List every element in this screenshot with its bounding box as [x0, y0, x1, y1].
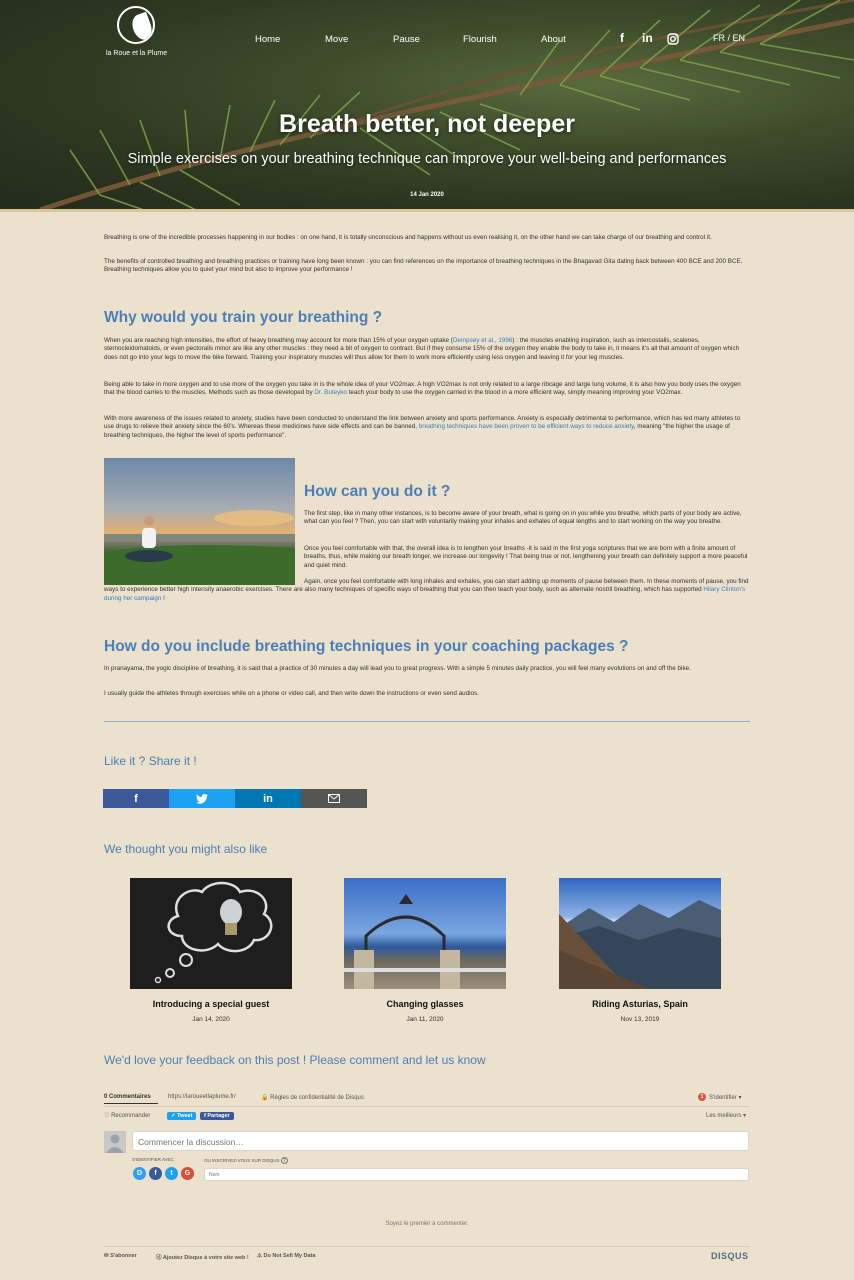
nav-move[interactable]: Move — [325, 34, 349, 45]
dempsey-link[interactable]: Dempsey et al., 1996 — [452, 337, 513, 344]
add-disqus-link[interactable]: ⓓ Ajoutez Disqus à votre site web ! — [156, 1255, 249, 1261]
tab-underline — [104, 1103, 158, 1104]
disqus-divider — [104, 1106, 750, 1107]
warning-icon: ⚠ — [257, 1253, 262, 1259]
share-facebook-button[interactable] — [103, 789, 169, 808]
how-paragraph-3: Again, once you feel comfortable with long inhales and exhales, you can start adding up moments of pause between them. In these moments of pause, you find ways to experience better high intensity anaerobic exercises. There are also many techniques of specific ways of breathing that you can then teach your body, such as alternate nostril breathing, which has supported Hilary Clinton's during her campaign ! — [104, 578, 749, 602]
seaside-arch-image — [344, 878, 506, 989]
login-with-label: S'IDENTIFIER AVEC — [132, 1157, 174, 1162]
logo-text: la Roue et la Plume — [106, 50, 168, 57]
disqus-privacy-link[interactable]: 🔒 Règles de confidentialité de Disqus — [261, 1095, 364, 1101]
section-title-how: How can you do it ? — [304, 483, 451, 500]
buteyko-link[interactable]: Dr. Buteyko — [314, 389, 347, 397]
notification-icon: 1 — [698, 1093, 706, 1101]
related-card[interactable] — [130, 878, 292, 1023]
related-date-1: Jan 14, 2020 — [192, 1016, 230, 1023]
footer-divider — [104, 1246, 750, 1247]
how-paragraph-2: Once you feel comfortable with that, the overall idea is to lengthen your breaths -it is said in the first yoga scriptures that we are born with a finite amount of breaths, thus, while making our breath longer, we increase our longevity ! That being true or not, lengthening your breath can definitely support a more peaceful and quiet mind. — [304, 545, 748, 569]
recommend-button[interactable]: ♡ Recommander — [104, 1113, 151, 1119]
instagram-icon[interactable] — [667, 33, 679, 48]
lightbulb-image — [130, 878, 292, 989]
facebook-icon[interactable]: f — [620, 31, 624, 45]
related-card[interactable] — [559, 878, 721, 1023]
hero-subtitle: Simple exercises on your breathing technique can improve your well-being and performances — [127, 151, 727, 167]
how-paragraph-1: The first step, like in many other instances, is to become aware of your breath, what is going on in you while you breathe, which parts of your body are active, what can you feel ? Then, you can start with voluntarily making your inhales and exhales of equal lengths and to start working on the way you breathe. — [304, 510, 742, 526]
meditation-photo — [104, 458, 295, 585]
logo-feather-icon — [117, 6, 155, 44]
anxiety-study-link[interactable]: breathing techniques have been proven to be efficient ways to reduce anxiety — [418, 423, 634, 431]
nav-about[interactable]: About — [541, 34, 566, 45]
post-date: 14 Jan 2020 — [410, 192, 444, 198]
why-paragraph-1: When you are reaching high intensities, the effort of heavy breathing may account for more than 15% of your oxygen uptake (Dempsey et al., 1996) : the muscles enabling inspiration, such as intercostalis, scalenes, sternocleidomatoids, or even pectoralis minor are like any other muscles : they need a bit of oxygen to contract. But if they consume 15% of the oxygen they enable the body to take in, it means it's all that amount of oxygen which does not go into your legs to move the bike forward. Training your inspiratory muscles will thus allow for them to work more efficiently using less oxygen and leaving it for your leg muscles. — [104, 337, 740, 361]
disqus-login[interactable]: S'identifier ▾ — [709, 1095, 742, 1101]
related-date-3: Nov 13, 2019 — [620, 1016, 660, 1023]
tweet-button[interactable]: ✓ Tweet — [167, 1112, 196, 1120]
linkedin-icon[interactable]: in — [642, 31, 653, 45]
share-email-button[interactable] — [301, 789, 367, 808]
disqus-site-link[interactable]: https://laroueetlaplume.fr/ — [168, 1094, 236, 1100]
facebook-share-button[interactable]: f Partager — [200, 1112, 234, 1120]
mail-icon — [328, 794, 340, 803]
why-paragraph-2: Being able to take in more oxygen and to use more of the oxygen you take in is the whole idea of your VO2max. A high VO2max is not only related to a large ribcage and large lung volume, it is also how you body uses the oxygen that the blood carries to the muscles. Methods such as those developed by Dr. Buteyko teach your body to use the oxygen carried in the blood in a more efficient way, simply meaning improving your VO2max. — [104, 381, 741, 397]
do-not-sell-link[interactable]: ⚠ Do Not Sell My Data — [257, 1253, 316, 1259]
facebook-icon: f — [204, 1113, 206, 1119]
related-title-1[interactable]: Introducing a special guest — [152, 999, 270, 1009]
disqus-logo[interactable]: DISQUS — [711, 1251, 749, 1261]
sort-dropdown[interactable]: Les meilleurs ▾ — [706, 1113, 747, 1119]
help-icon[interactable]: ? — [281, 1157, 288, 1164]
facebook-login-icon[interactable]: f — [149, 1167, 162, 1180]
disqus-login-icon[interactable]: D — [133, 1167, 146, 1180]
google-login-icon[interactable]: G — [181, 1167, 194, 1180]
nav-flourish[interactable]: Flourish — [463, 34, 497, 45]
coaching-paragraph-1: In pranayama, the yogic discipline of breathing, it is said that a practice of 30 minutes a day will lead you to great progress. With a simple 5 minutes daily practice, you will feel many evolutions on and off the bike. — [104, 665, 691, 672]
related-title-3[interactable]: Riding Asturias, Spain — [592, 999, 688, 1009]
site-logo[interactable] — [106, 6, 166, 57]
why-paragraph-3: With more awareness of the issues related to anxiety, studies have been conducted to understand the link between anxiety and sports performance. Anxiety is especially detrimental to performance, which has led many athletes to use drugs to relieve their anxiety since the 60's. Whereas these medicines have side effects and can be banned, breathing techniques have been proven to be efficient ways to reduce anxiety, meaning "the higher the usage of breathing techniques, the higher the level of sports performance". — [104, 415, 741, 439]
avatar — [104, 1131, 126, 1153]
name-input[interactable]: Nom — [204, 1168, 749, 1181]
hero-banner — [0, 0, 854, 212]
comment-input[interactable]: Commencer la discussion… — [132, 1131, 749, 1151]
hero-title: Breath better, not deeper — [279, 110, 575, 138]
disqus-icon: ⓓ — [156, 1255, 162, 1261]
first-comment-text: Soyez le premier à commenter. — [385, 1221, 469, 1227]
section-title-coaching: How do you include breathing techniques in your coaching packages ? — [104, 638, 629, 655]
section-title-why: Why would you train your breathing ? — [104, 309, 383, 326]
related-card[interactable] — [344, 878, 506, 1023]
disqus-comment-count[interactable]: 0 Commentaires — [104, 1094, 151, 1100]
mountains-image — [559, 878, 721, 989]
subscribe-link[interactable]: ✉ S'abonner — [104, 1253, 137, 1259]
coaching-paragraph-2: I usually guide the athletes through exercises while on a phone or video call, and then write down the instructions or even send audios. — [104, 690, 479, 697]
register-label: OU INSCRIVEZ-VOUS SUR DISQUS ? — [204, 1157, 288, 1164]
language-switch[interactable]: FR / EN — [713, 33, 746, 43]
intro-paragraph-1: Breathing is one of the incredible processes happening in our bodies : on one hand, it is totally unconscious and happens without us even realising it, on the other hand we can take charge of our breathing and control it. — [104, 234, 712, 241]
divider — [104, 721, 750, 722]
related-date-2: Jan 11, 2020 — [406, 1016, 444, 1023]
twitter-login-icon[interactable]: t — [165, 1167, 178, 1180]
share-title: Like it ? Share it ! — [104, 754, 197, 768]
feedback-title: We'd love your feedback on this post ! Please comment and let us know — [104, 1053, 486, 1067]
share-twitter-button[interactable] — [169, 789, 235, 808]
twitter-icon — [196, 794, 208, 804]
heart-icon: ♡ — [104, 1113, 110, 1119]
facebook-icon: f — [134, 792, 138, 805]
linkedin-icon: in — [263, 792, 273, 805]
related-title-2[interactable]: Changing glasses — [386, 999, 464, 1009]
clinton-link[interactable]: Hilary Clinton's during her campaign — [104, 586, 746, 602]
nav-home[interactable]: Home — [255, 34, 281, 45]
share-linkedin-button[interactable] — [235, 789, 301, 808]
mail-icon: ✉ — [104, 1253, 109, 1259]
nav-pause[interactable]: Pause — [393, 34, 420, 45]
lock-icon: 🔒 — [261, 1095, 269, 1101]
related-title: We thought you might also like — [104, 842, 268, 856]
intro-paragraph-2: The benefits of controlled breathing and breathing practices or training have long been known : you can find references on the importance of breathing techniques in the Bhagavad Gita dating back between 400 BCE and 200 BCE. Breathing techniques allow you to quiet your mind but also to improve your performance ! — [104, 258, 743, 274]
twitter-icon: ✓ — [171, 1113, 176, 1119]
